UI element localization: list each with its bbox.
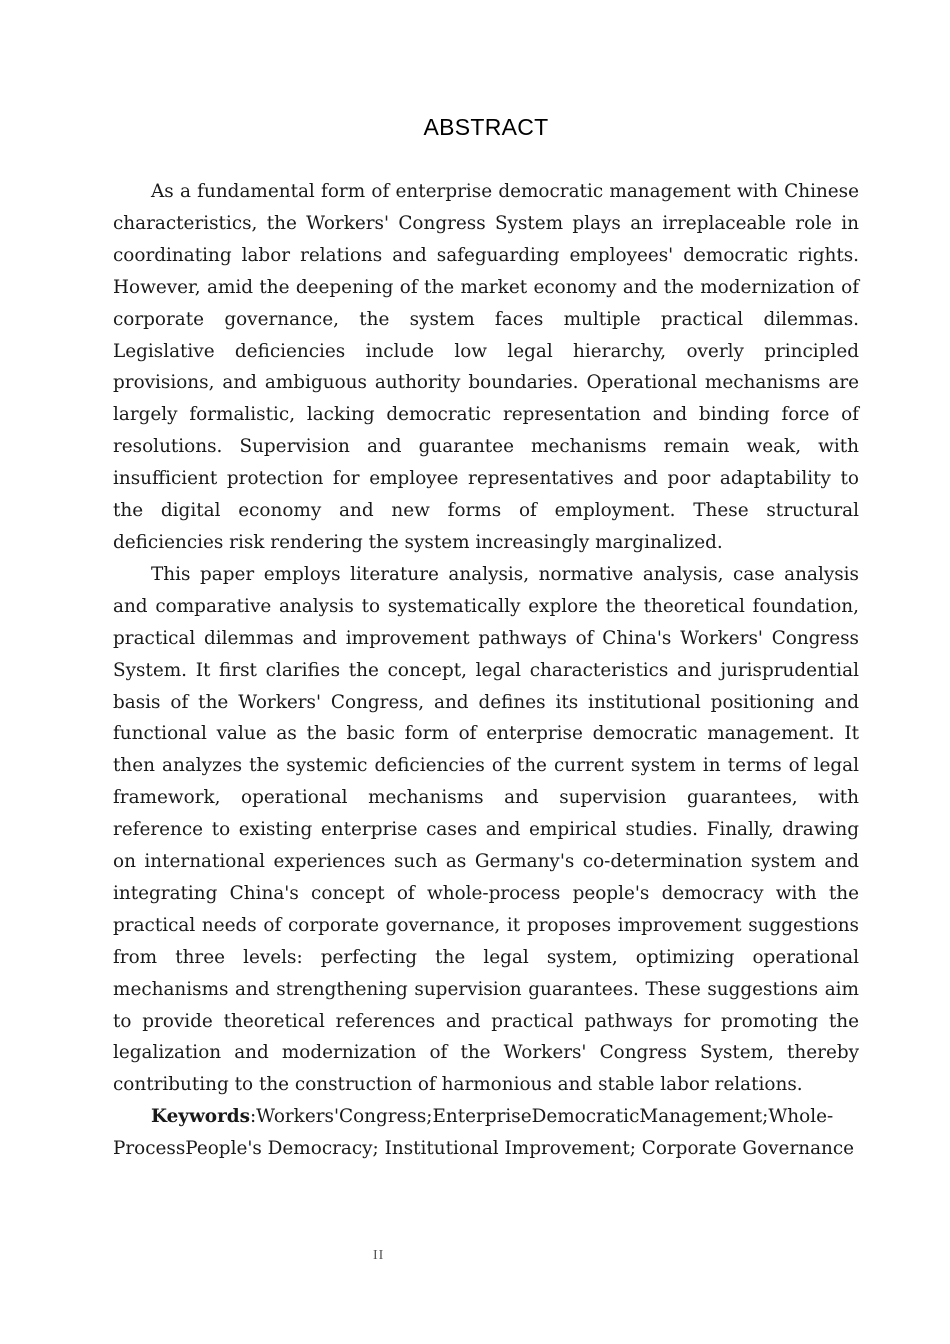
abstract-body [113,176,859,1165]
abstract-title: ABSTRACT [423,114,549,140]
keywords-text: :Workers'Congress;EnterpriseDemocraticManagement;Whole-ProcessPeople's Democracy; Institutional Improvement; Corporate Governance [113,1106,855,1160]
abstract-paragraph-1: As a fundamental form of enterprise democratic management with Chinese characteristics, the Workers' Congress System plays an irreplaceable role in coordinating labor relations and safeguarding employees' democratic rights. However, amid the deepening of the market economy and the modernization of corporate governance, the system faces multiple practical dilemmas. Legislative deficiencies include low legal hierarchy, overly principled provisions, and ambiguous authority boundaries. Operational mechanisms are largely formalistic, lacking democratic representation and binding force of resolutions. Supervision and guarantee mechanisms remain weak, with insufficient protection for employee representatives and poor adaptability to the digital economy and new forms of employment. These structural deficiencies risk rendering the system increasingly marginalized. [113,181,859,553]
keywords-label: Keywords [151,1106,250,1128]
page-number: II [373,1248,385,1263]
abstract-paragraph-2: This paper employs literature analysis, normative analysis, case analysis and comparative analysis to systematically explore the theoretical foundation, practical dilemmas and improvement pathways of China's Workers' Congress System. It first clarifies the concept, legal characteristics and jurisprudential basis of the Workers' Congress, and defines its institutional positioning and functional value as the basic form of enterprise democratic management. It then analyzes the systemic deficiencies of the current system in terms of legal framework, operational mechanisms and supervision guarantees, with reference to existing enterprise cases and empirical studies. Finally, drawing on international experiences such as Germany's co-determination system and integrating China's concept of whole-process people's democracy with the practical needs of corporate governance, it proposes improvement suggestions from three levels: perfecting the legal system, optimizing operational mechanisms and strengthening supervision guarantees. These suggestions aim to provide theoretical references and practical pathways for promoting the legalization and modernization of the Workers' Congress System, thereby contributing to the construction of harmonious and stable labor relations. [113,563,859,1096]
keywords-line [113,1101,859,1165]
